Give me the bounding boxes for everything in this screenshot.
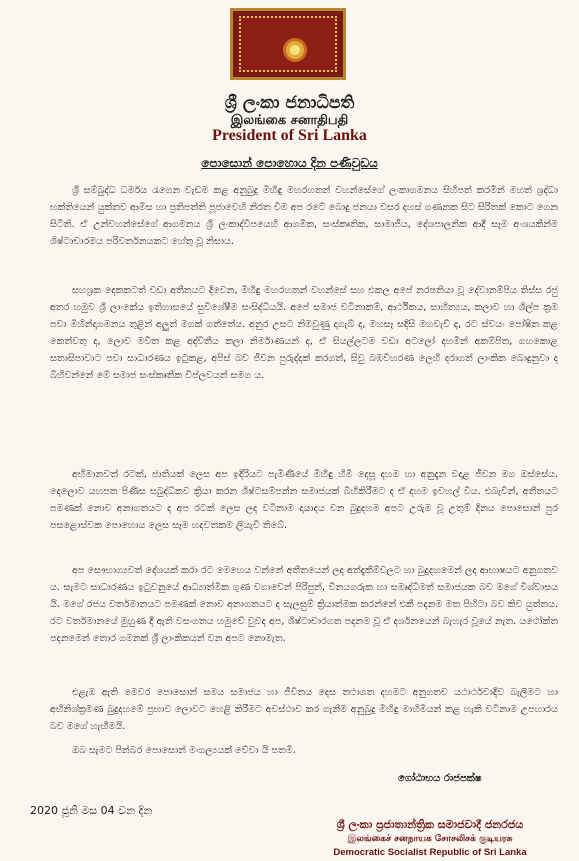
message-paragraph-2: සහශ්‍රක දෙකකටත් වඩා අතීතයට දිවෙන, මිහිඳු මහරහතන් වහන්සේ සහ එකල අපේ නරපතියා වූ දේවානම්පිය තිස්ස රජු අතර හමුව ශ්‍රී ලාංකේය ඉතිහාසයේ සුවිශේෂීම සංසිද්ධියයි. අපේ සමාජ වටිනාකම්, ආර්ථිකය, සාහිත්‍යය, කලාව හා ශිල්ප ක්‍රම පවා මිහින්දාගමනය තුළින් අලුත් මගක් ගත්තේය. අනුර උසට නිමවුණු දාගැබ් ද, මහසෑ සදිසි මහවැව් ද, රට ස්වයං පෝෂිත කළ කෙත්වතු ද, ලොව මවිත කළ අද්විතීය කලා නිර්මාණයන් ද, ඒ සියල්ලටම වඩා අටලෝ දහමින් අකම්පිත, ගහකොළ සතාසිපාවාට පවා සාධාරණය ඉටුකළ, අපිස් බව ජීවන පුරුද්දක් කරගත්, සිවු බඹවිහරණ ලෙහි දරාගත් ලාංකික බොදුනුවා ද බිහිවන්නේ මේ සමාජ සංස්කෘතික විප්ලවයත් සමග ය. [50,285,558,381]
message-date: 2020 ජූනි මස 04 වන දින [30,804,153,817]
message-paragraph-3: අභිමානවත් රටක්, ජාතියක් ලෙස අප ඉදිරියට පැමිණියේ මිහිඳු හිමි දෙසූ දහම හා අනුදැන වදාළ ජීවන මග ඔස්සේය. දෙලොව යහපත පිණිස සබුද්ධිකව ක්‍රියා කරන ශිෂ්ටසම්පන්න සමාජයක් බිහිකිරීමට ද ඒ දහම ඉවහල් විය. එබැවින්, අතීතයට පමණක් නොව අනාගතයට ද අප රටක් ලෙස ලද වටිනාම දායාදය වන බුදුදහම අපට උරුම වූ උතුම් දිනය පොසොන් පුර පසළොස්වක පොහොය ලෙස සෑම හදවතකම ලියැවී තිබේ. [50,469,558,531]
republic-name-sinhala: ශ්‍රී ලංකා ප්‍රජාතාන්ත්‍රික සමාජවාදී ජනරජය [336,818,524,831]
lotus-emblem-icon [281,36,309,64]
message-paragraph-4: අප සෞභාග්‍යවත් දේශයක් කරා රට මෙහෙය වන්නේ අතීතයෙන් ලද අත්දැකීම්වලට හා බුදුදහමෙන් ලද ආභාෂයට අනුගතව ය. සැමට සාධාරණය ඉටුවනුයේ ආධ්‍යාත්මික ගුණ වගාවෙන් පිරිපුන්, විනයගරුක හා සමෘද්ධිමත් සමාජයක බව මගේ විශ්වාසය යි. මගේ රජය වර්තමානයට පමණක් නොව අනාගතයට ද සැලසුම් ක්‍රියාත්මක කරන්නේ එකී පදනම මත පිහිටා බව කිව යුත්තය. රට වර්තමානයේ මුහුණ දී ඇති වසංගතය හමුවේ වුවද අප, ශිෂ්ටාචාරගත පදනම වූ ඒ දර්ශනයෙන් බැහැර වූයේ නැත. යථෝක්ත පදනමෙන් තොර ගමනක් ශ්‍රී ලාංකිකයන් වන අපට නොමැත. [50,565,558,644]
message-paragraph-1: ශ්‍රී සම්බුද්ධ ධර්මය රැගෙන වැඩම කළ අනුබුදු මිහිඳු මහරහතන් වහන්සේගේ ලංකාගමනය සිහිපත් කරමින් මහත් ශ්‍රද්ධා භක්තියෙන් යුක්තව ආමිස හා ප්‍රතිපත්ති පූජාවෙහි නිරත වීම අප රටේ බොදු ජනයා වසර දහස් ගණනක සිට සිරිතක් කොට ගෙන සිටිති. ඒ උන්වහන්සේගේ ආගමනය ශ්‍රී ලංකාද්වීපයෙහි ආගමික, සංස්කෘතික, සාමාජීය, දේශපාලනික ආදී සෑම අංශයකින්ම ශිෂ්ටාචාරමය පරිවර්තනයකට හේතු වූ නිසාය. [50,185,558,247]
republic-name-english: Democratic Socialist Republic of Sri Lanka [333,847,527,858]
emblem-border [239,16,337,72]
signature-name: ගෝඨාභය රාජපක්ෂ [398,773,482,784]
message-paragraph-5: එළැඹ ඇති මෙවර පොසොන් සමය සමාජය හා ජීවිතය දෙස තථාගත දහමට අනුගතව යථාර්ථවාදීව බැලීමට හා අභිනිශ්ක්‍රමණ බුදුදහමේ ප්‍රභාව ලොවට හෙළි කිරීමට අවස්ථාව කර ගැනීම අනුබුදු මිහිඳු මාහිමියන් කළ හැකි වටිනාම උපහාරය බව මගේ හැඟීමයි. [50,687,558,732]
presidential-emblem [230,8,346,80]
message-paragraph-6: ඔබ සැමට පින්බර පොසොන් මංගල්‍යයක් වේවා යි පතමි. [72,745,296,756]
office-title-sinhala: ශ්‍රී ලංකා ජනාධිපති [224,93,355,113]
republic-name-tamil: இலங்கைச் சனநாயக சோசலிசக் குடியரசு [347,834,513,844]
office-title-english: President of Sri Lanka [212,127,367,144]
office-title-tamil: இலங்கை சனாதிபதி [230,113,349,128]
message-title: පොසොන් පොහොය දින පණිවුඩය [201,156,378,170]
